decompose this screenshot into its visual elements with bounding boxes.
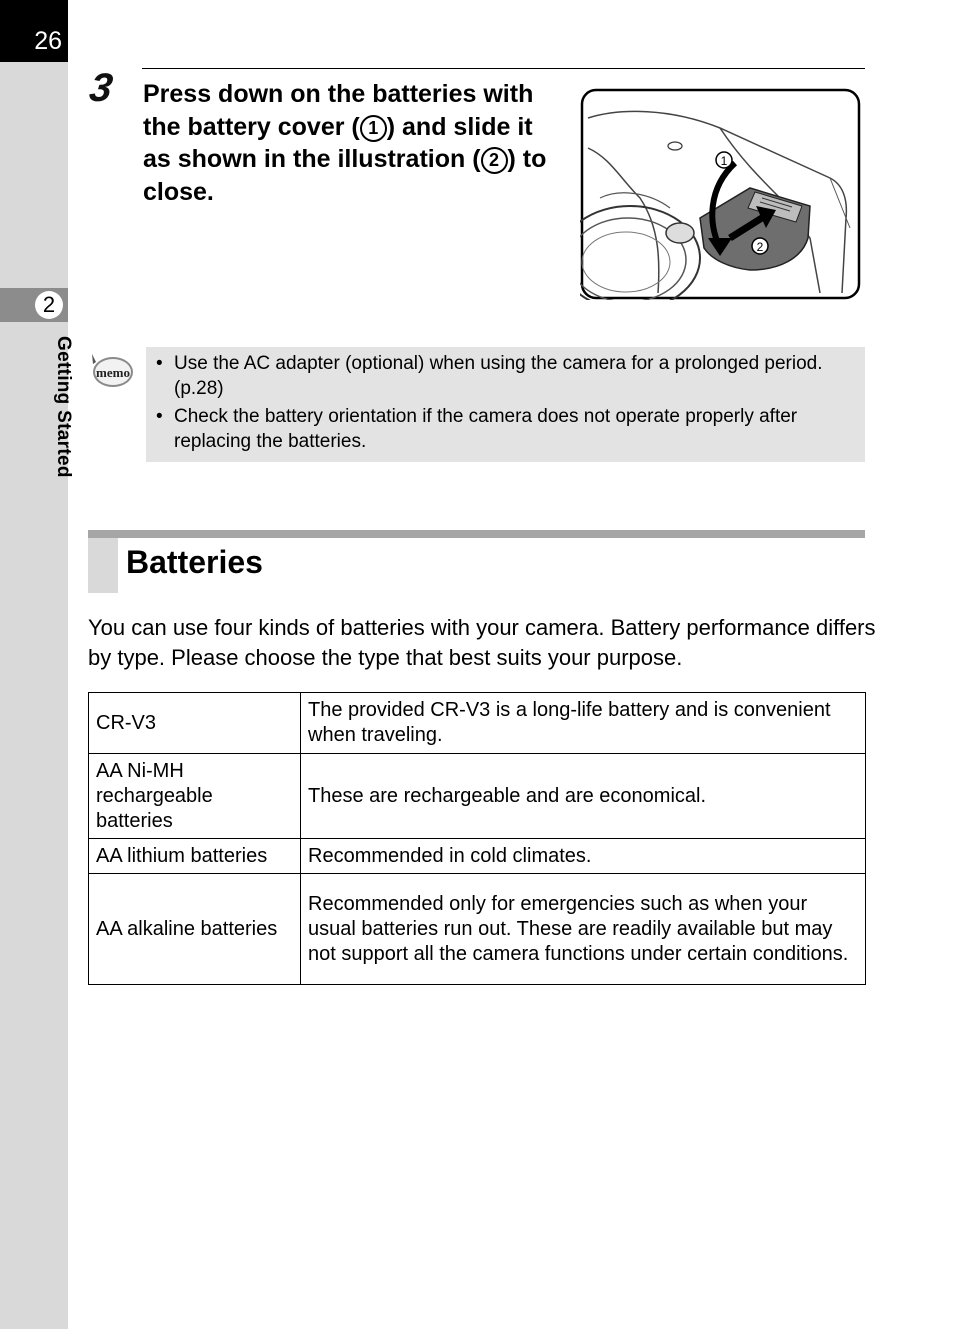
chapter-title: Getting Started — [53, 336, 74, 478]
section-header-bar — [88, 530, 865, 538]
step-text-part-3: ) to close. — [143, 145, 547, 206]
circled-number-2: 2 — [481, 147, 508, 174]
battery-type-cell: CR-V3 — [89, 693, 301, 754]
side-strip — [0, 0, 68, 1329]
table-row — [89, 874, 866, 985]
step-number: 3 — [86, 66, 116, 110]
circled-number-1: 1 — [360, 115, 387, 142]
memo-item — [156, 404, 858, 454]
page-number: 26 — [34, 27, 62, 55]
battery-description-cell: The provided CR-V3 is a long-life battery and is convenient when traveling. — [301, 693, 866, 754]
section-header-block — [88, 538, 118, 593]
section-title: Batteries — [126, 544, 263, 580]
table-row — [89, 839, 866, 874]
memo-list — [156, 351, 858, 457]
table-row — [89, 754, 866, 839]
step-divider — [142, 68, 865, 69]
step-text-part-2: ) and slide it as shown in the illustration ( — [143, 112, 533, 173]
battery-type-cell: AA alkaline batteries — [89, 874, 301, 985]
chapter-number-badge: 2 — [35, 291, 63, 319]
memo-icon — [86, 350, 136, 390]
battery-description-cell: Recommended in cold climates. — [301, 839, 866, 874]
battery-type-cell: AA lithium batteries — [89, 839, 301, 874]
battery-description-cell: Recommended only for emergencies such as when your usual batteries run out. These are readily available but may not support all the camera functions under certain conditions. — [301, 874, 866, 985]
battery-description-cell: These are rechargeable and are economical. — [301, 754, 866, 839]
battery-type-cell: AA Ni-MH rechargeable batteries — [89, 754, 301, 839]
step-text-part-1: Press down on the batteries with the battery cover ( — [143, 80, 534, 141]
memo-icon-label: memo — [96, 365, 130, 380]
memo-item-text: Use the AC adapter (optional) when using the camera for a prolonged period. (p.28) — [174, 353, 823, 399]
table-row — [89, 693, 866, 754]
memo-item — [156, 351, 858, 401]
bullet: • — [156, 353, 163, 374]
illustration-marker-1: 1 — [720, 154, 728, 168]
bullet: • — [156, 406, 163, 427]
step-instruction — [143, 78, 553, 208]
illustration-marker-2: 2 — [756, 240, 764, 254]
memo-item-text: Check the battery orientation if the camera does not operate properly after replacing the batteries. — [174, 406, 798, 452]
section-intro: You can use four kinds of batteries with your camera. Battery performance differs by type. Please choose the type that best suits your purpose. — [88, 615, 876, 670]
battery-table — [88, 692, 866, 985]
battery-cover-illustration — [580, 88, 861, 300]
